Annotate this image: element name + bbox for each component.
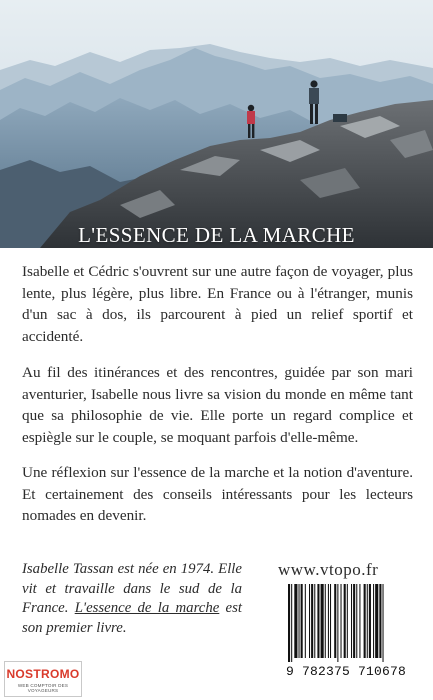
- logo-tagline: WEB COMPTOIR DES VOYAGEURS: [17, 683, 69, 693]
- book-title: L'ESSENCE DE LA MARCHE: [78, 223, 355, 247]
- mountain-landscape-image: [0, 0, 433, 248]
- author-note-text: Isabelle Tassan est née en 1974. Elle vit et travaille dans le sud de la France.: [22, 561, 242, 616]
- isbn-number: 9 782375 710678: [286, 664, 407, 679]
- publisher-website: www.vtopo.fr: [278, 560, 379, 579]
- blurb-paragraph-1: Isabelle et Cédric s'ouvrent sur une autre façon de voyager, plus lente, plus légère, plus libre. En France ou à l'étranger, munis d'un sac à dos, ils parcourent à pied un relief sportif et accidenté.: [22, 263, 413, 345]
- author-note: [22, 560, 242, 638]
- barcode-icon: [286, 584, 426, 662]
- blurb-paragraph-3: Une réflexion sur l'essence de la marche et la notion d'aventure. Et certainement des conseils intéressants pour les lecteurs nomades en devenir.: [22, 464, 413, 524]
- cover-photo: [0, 0, 433, 248]
- logo-name: NOSTROMO: [6, 667, 80, 681]
- author-book-title: L'essence de la marche: [74, 600, 220, 616]
- blurb-paragraph-2: Au fil des itinérances et des rencontres, guidée par son mari aventurier, Isabelle nous livre sa vision du monde en même tant que sa philosophie de vie. Elle porte un regard complice et espiègle sur le couple, se moquant parfois d'elle-même.: [22, 364, 413, 446]
- author-note-end: est son premier livre.: [22, 600, 242, 636]
- nostromo-logo: [4, 661, 82, 697]
- barcode-block: [286, 584, 426, 682]
